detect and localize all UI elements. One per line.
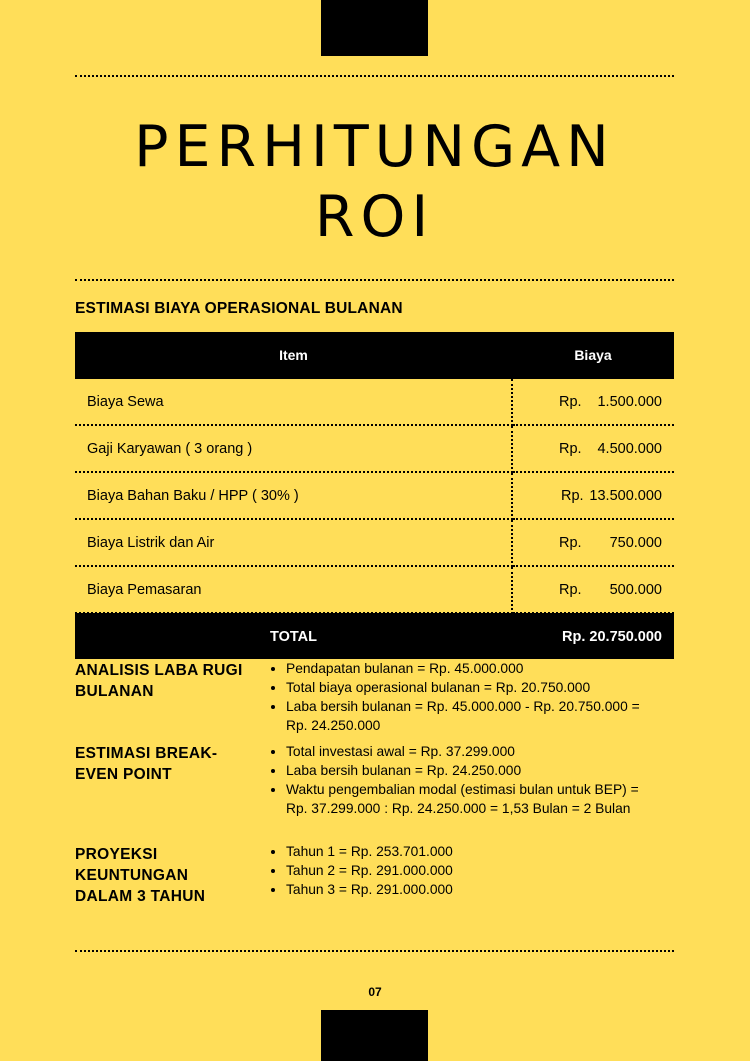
table-row	[75, 472, 674, 519]
table-row	[75, 519, 674, 566]
table-row	[75, 425, 674, 472]
page-number: 07	[368, 985, 382, 999]
table-total-row	[75, 613, 674, 659]
row-cost	[512, 472, 674, 519]
column-header-cost: Biaya	[512, 332, 674, 378]
profit-analysis-label: ANALISIS LABA RUGI BULANAN	[75, 662, 243, 700]
table-row	[75, 378, 674, 425]
amount-value: 1.500.000	[597, 393, 662, 410]
row-item: Biaya Listrik dan Air	[75, 519, 512, 566]
table-row	[75, 566, 674, 613]
list-item: • Total biaya operasional bulanan = Rp. 20.750.000	[286, 678, 656, 697]
row-cost	[512, 378, 674, 425]
row-cost	[512, 425, 674, 472]
divider-bottom	[75, 950, 674, 952]
title-line-2: ROI	[314, 184, 435, 250]
profit-analysis-list	[268, 659, 656, 735]
column-header-item: Item	[75, 332, 512, 378]
operational-costs-heading: ESTIMASI BIAYA OPERASIONAL BULANAN	[75, 300, 403, 317]
total-value: Rp. 20.750.000	[512, 613, 674, 659]
currency-label: Rp.	[559, 581, 582, 598]
divider-under-title	[75, 279, 674, 281]
currency-label: Rp.	[561, 487, 584, 504]
title-line-1: PERHITUNGAN	[134, 114, 615, 180]
row-cost	[512, 566, 674, 613]
total-label: TOTAL	[75, 613, 512, 659]
list-item: • Tahun 3 = Rp. 291.000.000	[286, 880, 656, 899]
currency-label: Rp.	[559, 534, 582, 551]
list-item: • Tahun 2 = Rp. 291.000.000	[286, 861, 656, 880]
currency-label: Rp.	[559, 440, 582, 457]
row-cost	[512, 519, 674, 566]
page-title	[75, 112, 674, 252]
row-item: Biaya Bahan Baku / HPP ( 30% )	[75, 472, 512, 519]
amount-value: 13.500.000	[589, 487, 662, 504]
divider-top	[75, 75, 674, 77]
table-header-row	[75, 332, 674, 378]
list-item: • Waktu pengembalian modal (estimasi bulan untuk BEP) = Rp. 37.299.000 : Rp. 24.250.000 = 1,53 Bulan = 2 Bulan	[286, 780, 656, 818]
list-item: • Pendapatan bulanan = Rp. 45.000.000	[286, 659, 656, 678]
row-item: Biaya Pemasaran	[75, 566, 512, 613]
list-item: • Laba bersih bulanan = Rp. 24.250.000	[286, 761, 656, 780]
row-item: Biaya Sewa	[75, 378, 512, 425]
projection-label: PROYEKSI KEUNTUNGAN DALAM 3 TAHUN	[75, 846, 206, 905]
list-item: • Laba bersih bulanan = Rp. 45.000.000 - Rp. 20.750.000 = Rp. 24.250.000	[286, 697, 656, 735]
list-item: • Total investasi awal = Rp. 37.299.000	[286, 742, 656, 761]
currency-label: Rp.	[559, 393, 582, 410]
amount-value: 4.500.000	[597, 440, 662, 457]
amount-value: 750.000	[609, 534, 662, 551]
break-even-label: ESTIMASI BREAK-EVEN POINT	[75, 745, 218, 783]
amount-value: 500.000	[609, 581, 662, 598]
bottom-decorative-tab	[321, 1010, 428, 1061]
row-item: Gaji Karyawan ( 3 orang )	[75, 425, 512, 472]
break-even-list	[268, 742, 656, 818]
list-item: • Tahun 1 = Rp. 253.701.000	[286, 842, 656, 861]
projection-list	[268, 842, 656, 899]
operational-costs-table	[75, 332, 674, 659]
top-decorative-tab	[321, 0, 428, 56]
